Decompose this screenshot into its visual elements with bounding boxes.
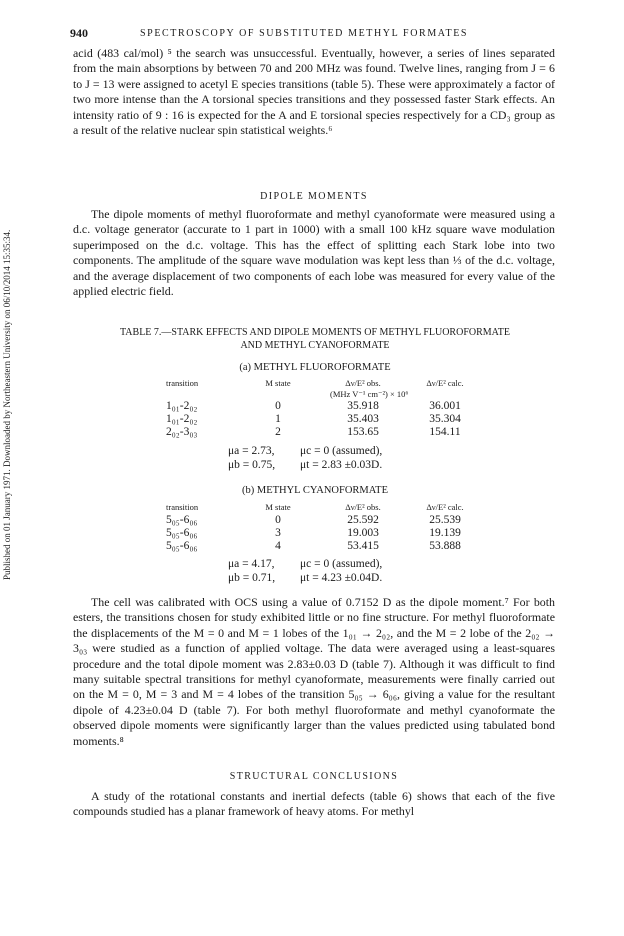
section-heading-structural: STRUCTURAL CONCLUSIONS <box>229 771 399 782</box>
paragraph-dipole-method: The dipole moments of methyl fluoroformate and methyl cyanoformate were measured using a d.c. voltage generator (accurate to 1 part in 1000) with a small 100 kHz square wave modulation superimposed on the d.c. voltage. This has the effect of splitting each Stark lobe into two components. The amplitude of the square wave modulation was kept less than ⅓ of the d.c. voltage, and the average displacement of two components of each lobe was measured for every value of the applied electric field. <box>73 207 555 299</box>
cell-obs: 35.918 <box>347 400 379 412</box>
cell-calc: 53.888 <box>429 540 461 552</box>
table-caption-line1: TABLE 7.—STARK EFFECTS AND DIPOLE MOMENTS OF METHYL FLUOROFORMATE <box>120 327 510 338</box>
header-obs-b: Δν/E² obs. <box>345 502 381 512</box>
download-watermark-text: Published on 01 January 1971. Downloaded by Northeastern University on 06/10/2014 15:35:34. <box>2 229 12 580</box>
dipole-a-mu-a: μa = 2.73, <box>228 445 275 457</box>
table-part-b-title: (b) METHYL CYANOFORMATE <box>241 485 389 496</box>
header-transition-b: transition <box>166 502 199 512</box>
cell-m-state: 4 <box>275 540 281 552</box>
page-number: 940 <box>70 26 88 40</box>
cell-m-state: 0 <box>275 400 281 412</box>
cell-transition: 5₀₅-6₀₆ <box>166 540 198 552</box>
header-m-state-a: M state <box>265 378 291 388</box>
table-part-a-title: (a) METHYL FLUOROFORMATE <box>239 362 391 373</box>
cell-calc: 154.11 <box>429 426 461 438</box>
dipole-b-mu-a: μa = 4.17, <box>228 558 275 570</box>
cell-m-state: 3 <box>275 527 281 539</box>
header-transition-a: transition <box>166 378 199 388</box>
cell-transition: 5₀₅-6₀₆ <box>166 527 198 539</box>
cell-transition: 5₀₅-6₀₆ <box>166 514 198 526</box>
dipole-b-mu-c: μc = 0 (assumed), <box>300 558 383 570</box>
paragraph-intro: acid (483 cal/mol) ⁵ the search was unsuccessful. Eventually, however, a series of lines separated from the main absorptions by between 70 and 200 MHz was found. Twelve lines, ranging from J = 6 to J = 13 were assigned to acetyl E species transitions (table 5). These were approximately a factor of two more intense than the A torsional species transitions and they possessed faster Stark effects. An intensity ratio of 9 : 16 is expected for the A and E torsional species respectively for a CD₃ group as a result of the relative nuclear spin statistical weights.⁶ <box>73 46 555 138</box>
paragraph-structural: A study of the rotational constants and inertial defects (table 6) shows that each of the five compounds studied has a planar framework of heavy atoms. For methyl <box>73 789 555 819</box>
cell-m-state: 2 <box>275 426 281 438</box>
running-title: SPECTROSCOPY OF SUBSTITUTED METHYL FORMATES <box>140 28 469 39</box>
header-m-state-b: M state <box>265 502 291 512</box>
paragraph-calibration: The cell was calibrated with OCS using a value of 0.7152 D as the dipole moment.⁷ For both esters, the transitions chosen for study exhibited little or no fine structure. For methyl fluoroformate the displacements of the M = 0 and M = 1 lobes of the 1₀₁ → 2₀₂, and the M = 2 lobe of the 2₀₂ → 3₀₃ were studied as a function of applied voltage. The data were averaged using a least-squares procedure and the total dipole moment was 2.83±0.03 D (table 7). Although it was difficult to find many suitable spectral transitions for methyl cyanoformate, measurements were finally carried out on the M = 0, M = 3 and M = 4 lobes of the transition 5₀₅ → 6₀₆, giving a value for the resultant dipole of 4.23±0.04 D (table 7). For both methyl fluoroformate and methyl cyanoformate the observed dipole moments were significantly larger than the values predicted using tabulated bond moments.⁸ <box>73 595 555 748</box>
cell-transition: 1₀₁-2₀₂ <box>166 413 198 425</box>
dipole-a-mu-t: μt = 2.83 ±0.03D. <box>300 459 383 471</box>
cell-calc: 35.304 <box>429 413 461 425</box>
dipole-a-mu-b: μb = 0.75, <box>228 459 276 471</box>
header-obs-a: Δν/E² obs. <box>345 378 381 388</box>
dipole-b-mu-b: μb = 0.71, <box>228 572 276 584</box>
table-caption-line2: AND METHYL CYANOFORMATE <box>240 340 390 351</box>
cell-obs: 25.592 <box>347 514 379 526</box>
cell-obs: 53.415 <box>347 540 379 552</box>
section-heading-dipole: DIPOLE MOMENTS <box>260 191 368 202</box>
cell-calc: 36.001 <box>429 400 461 412</box>
cell-m-state: 0 <box>275 514 281 526</box>
cell-transition: 2₀₂-3₀₃ <box>166 426 198 438</box>
cell-obs: 19.003 <box>347 527 379 539</box>
table-caption <box>100 326 530 352</box>
cell-calc: 19.139 <box>429 527 461 539</box>
header-calc-a: Δν/E² calc. <box>426 378 464 388</box>
cell-transition: 1₀₁-2₀₂ <box>166 400 198 412</box>
dipole-b-mu-t: μt = 4.23 ±0.04D. <box>300 572 383 584</box>
cell-calc: 25.539 <box>429 514 461 526</box>
cell-obs: 153.65 <box>347 426 379 438</box>
header-units-a: (MHz V⁻¹ cm⁻²) × 10⁶ <box>330 389 409 399</box>
dipole-a-mu-c: μc = 0 (assumed), <box>300 445 383 457</box>
cell-obs: 35.403 <box>347 413 379 425</box>
cell-m-state: 1 <box>275 413 281 425</box>
download-watermark <box>2 120 16 580</box>
header-calc-b: Δν/E² calc. <box>426 502 464 512</box>
